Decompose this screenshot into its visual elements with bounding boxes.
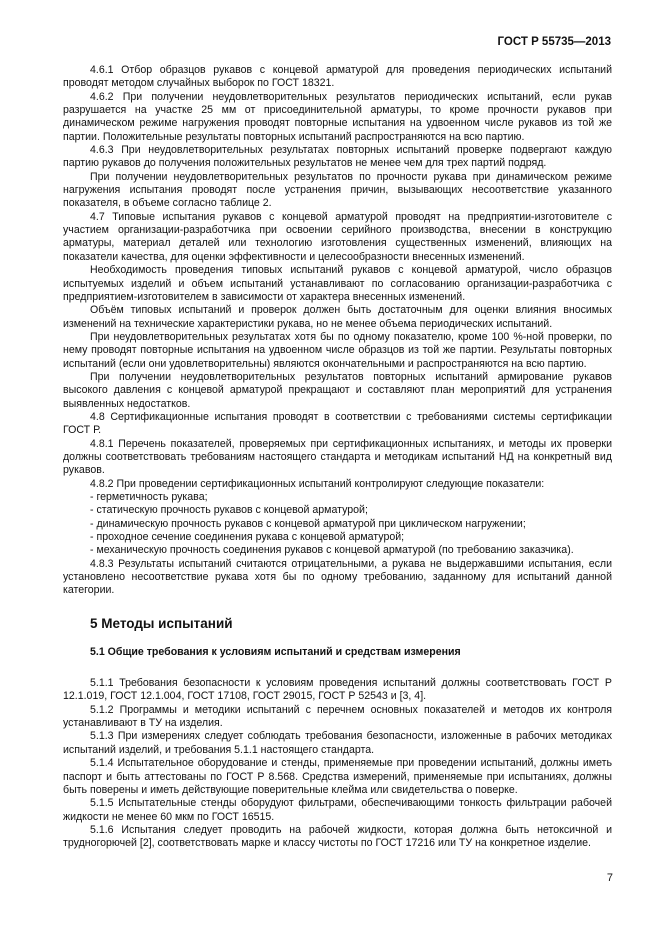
paragraph: При получении неудовлетворительных результатов повторных испытаний армирование рукавов высокого давления с концевой арматурой прекращают и составляют план мероприятий для устранения выявленных недостатков. <box>63 370 612 410</box>
subsection-title: 5.1 Общие требования к условиям испытаний и средствам измерения <box>90 645 461 658</box>
paragraph-5-1-2: 5.1.2 Программы и методики испытаний с перечнем основных показателей и методов их контроля устанавливают в ТУ на изделия. <box>63 703 612 730</box>
paragraph-4-7: 4.7 Типовые испытания рукавов с концевой арматурой проводят на предприятии-изготовителе с участием организации-разработчика при освоении серийного производства, внесении в конструкцию арматуры, материал деталей или технологию изготовления существенных изменений, влияющих на показатели качества, для оценки эффективности и целесообразности внесенных изменений. <box>63 210 612 263</box>
list-item: - динамическую прочность рукавов с концевой арматурой при циклическом нагружении; <box>90 517 526 530</box>
paragraph: При получении неудовлетворительных результатов по прочности рукава при динамическом режиме нагружения испытания проводят после устранения причин, вызывающих несоответствие указанного показателя, в объеме согласно таблице 2. <box>63 170 612 210</box>
paragraph: При неудовлетворительных результатах хотя бы по одному показателю, кроме 100 %-ной проверки, по нему проводят повторные испытания на удвоенном числе образцов из той же партии. Результаты повторных испытаний (если они удовлетворительны) являются окончательными и распространяются на всю партию. <box>63 330 612 370</box>
list-item: - герметичность рукава; <box>90 491 208 503</box>
list-item: - статическую прочность рукавов с концевой арматурой; <box>90 504 368 517</box>
section-title: 5 Методы испытаний <box>90 615 233 631</box>
page-number: 7 <box>606 872 613 884</box>
paragraph-4-6-2: 4.6.2 При получении неудовлетворительных результатов периодических испытаний, если рукав разрушается на участке 25 мм от присоединительной арматуры, то кроме прочности рукавов при динамическом режиме нагружения проводят повторные испытания на удвоенном числе рукавов из той же партии. Положительные результаты повторных испытаний распространяются на всю партию. <box>63 90 612 143</box>
paragraph-5-1-5: 5.1.5 Испытательные стенды оборудуют фильтрами, обеспечивающими тонкость фильтрации рабочей жидкости не менее 60 мкм по ГОСТ 16515. <box>63 797 612 823</box>
paragraph-4-8-2: 4.8.2 При проведении сертификационных испытаний контролируют следующие показатели: <box>90 477 545 490</box>
paragraph-4-8: 4.8 Сертификационные испытания проводят в соответствии с требованиями системы сертификации ГОСТ Р. <box>63 410 612 437</box>
paragraph-5-1-6: 5.1.6 Испытания следует проводить на рабочей жидкости, которая должна быть нетоксичной и трудногорючей [2], соответствовать марке и классу чистоты по ГОСТ 17216 или ТУ на конкретное изделие. <box>63 823 612 850</box>
paragraph-4-6-3: 4.6.3 При неудовлетворительных результатах повторных испытаний проверке подвергают каждую партию рукавов до получения положительных результатов не менее чем для трех партий подряд. <box>63 144 612 170</box>
paragraph-4-6-1: 4.6.1 Отбор образцов рукавов с концевой арматурой для проведения периодических испытаний проводят методом случайных выборок по ГОСТ 18321. <box>63 64 612 90</box>
paragraph: Необходимость проведения типовых испытаний рукавов с концевой арматурой, число образцов испытуемых изделий и объем испытаний устанавливают по согласованию организации-разработчика с предприятием-изготовителем в зависимости от характера внесенных изменений. <box>63 264 612 303</box>
paragraph-4-8-3: 4.8.3 Результаты испытаний считаются отрицательными, а рукава не выдержавшими испытания, если установлено несоответствие рукава хотя бы по одному требованию, заданному для испытаний данной категории. <box>63 557 612 597</box>
list-item: - проходное сечение соединения рукава с концевой арматурой; <box>90 531 405 544</box>
list-item: - механическую прочность соединения рукавов с концевой арматурой (по требованию заказчика). <box>90 544 574 557</box>
document-id-header: ГОСТ Р 55735—2013 <box>497 36 611 48</box>
paragraph-4-8-1: 4.8.1 Перечень показателей, проверяемых при сертификационных испытаниях, и методы их проверки должны соответствовать требованиям настоящего стандарта и методикам испытаний НД на конкретный вид рукавов. <box>63 437 612 477</box>
paragraph-5-1-3: 5.1.3 При измерениях следует соблюдать требования безопасности, изложенные в рабочих методиках испытаний изделий, и требования 5.1.1 настоящего стандарта. <box>63 730 612 756</box>
paragraph-5-1-4: 5.1.4 Испытательное оборудование и стенды, применяемые при проведении испытаний, должны иметь паспорт и быть аттестованы по ГОСТ Р 8.568. Средства измерений, применяемые при испытаниях, должны быть поверены и иметь действующие поверительные клейма или свидетельства о поверке. <box>63 757 612 796</box>
document-body <box>63 64 612 851</box>
paragraph-5-1-1: 5.1.1 Требования безопасности к условиям проведения испытаний должны соответствовать ГОСТ Р 12.1.019, ГОСТ 12.1.004, ГОСТ 17108, ГОСТ 29015, ГОСТ Р 52543 и [3, 4]. <box>63 677 612 703</box>
paragraph: Объём типовых испытаний и проверок должен быть достаточным для оценки влияния вносимых изменений на технические характеристики рукава, но не менее объема периодических испытаний. <box>63 304 612 330</box>
